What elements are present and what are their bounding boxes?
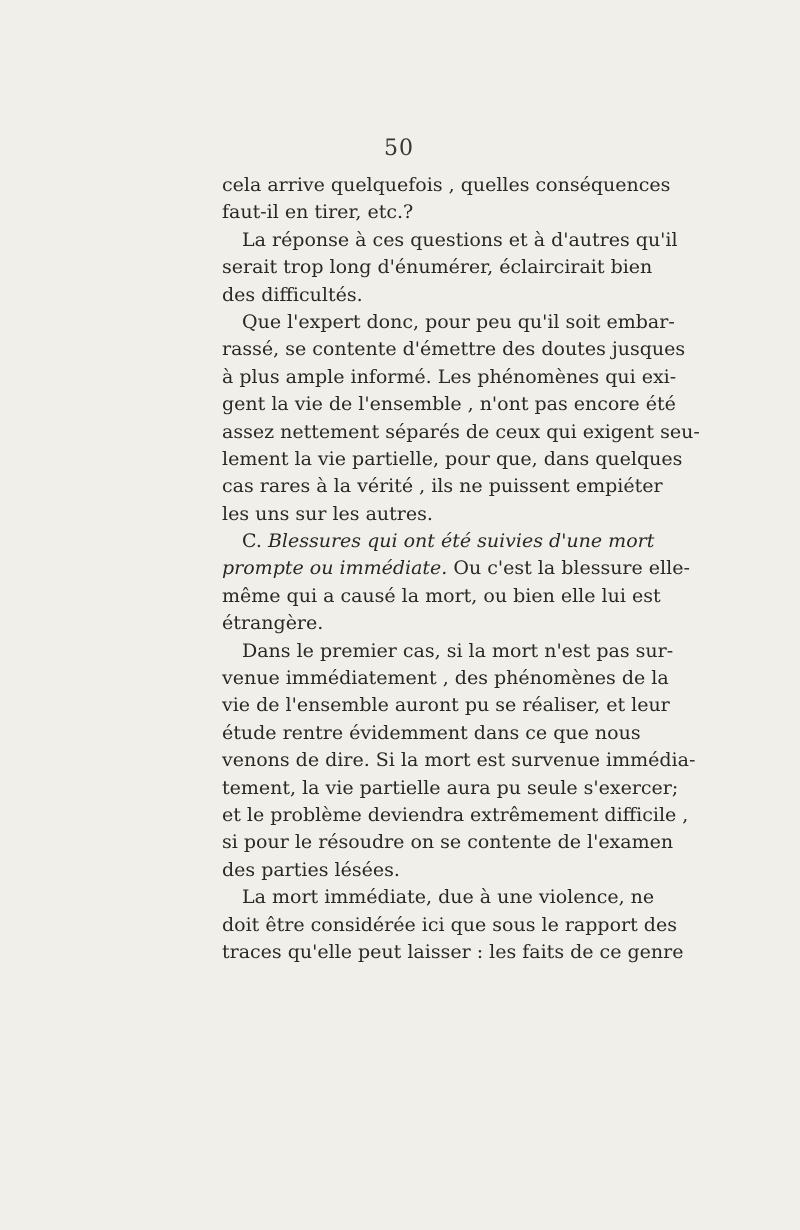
text-line: cela arrive quelquefois , quelles conséquences [222,174,671,196]
section-heading-line [222,528,655,555]
text-line: étrangère. [222,612,324,635]
page-number: 50 [384,136,414,161]
text-line: même qui a causé la mort, ou bien elle lui est [222,584,661,607]
text-line: doit être considérée ici que sous le rapport des [222,913,677,936]
text-line: des difficultés. [222,283,363,306]
text-line: étude rentre évidemment dans ce que nous [222,721,641,744]
text-line: les uns sur les autres. [222,502,433,525]
text-line: Que l'expert donc, pour peu qu'il soit embar- [242,310,675,333]
text-line: assez nettement séparés de ceux qui exigent seu- [222,420,700,443]
text-line: gent la vie de l'ensemble , n'ont pas encore été [222,393,676,416]
text-line: faut-il en tirer, etc.? [222,201,414,224]
text-run: Ou c'est la blessure elle- [447,557,690,580]
text-line: venons de dire. Si la mort est survenue immédia- [222,749,696,772]
text-line: venue immédiatement , des phénomènes de la [222,667,669,690]
text-line: Dans le premier cas, si la mort n'est pas sur- [242,639,674,662]
section-title: Blessures qui ont été suivies d'une mort [267,530,655,553]
section-letter: C. [242,530,268,553]
text-line: La réponse à ces questions et à d'autres qu'il [242,228,678,251]
text-line: La mort immédiate, due à une violence, ne [242,886,655,909]
text-line: et le problème deviendra extrêmement difficile , [222,803,689,826]
text-line: serait trop long d'énumérer, éclaircirait bien [222,256,653,279]
text-line: traces qu'elle peut laisser : les faits de ce genre [222,940,684,963]
text-line: si pour le résoudre on se contente de l'examen [222,831,674,854]
text-line: cas rares à la vérité , ils ne puissent empiéter [222,475,663,498]
text-line: des parties lésées. [222,858,400,881]
body-text [222,172,700,966]
section-title: prompte ou immédiate. [222,557,448,580]
section-heading-line [222,555,690,582]
text-line: lement la vie partielle, pour que, dans quelques [222,447,683,470]
text-line: rassé, se contente d'émettre des doutes jusques [222,338,686,361]
text-line: à plus ample informé. Les phénomènes qui exi- [222,365,677,388]
text-line: tement, la vie partielle aura pu seule s'exercer; [222,776,679,799]
text-line: vie de l'ensemble auront pu se réaliser, et leur [222,694,670,717]
